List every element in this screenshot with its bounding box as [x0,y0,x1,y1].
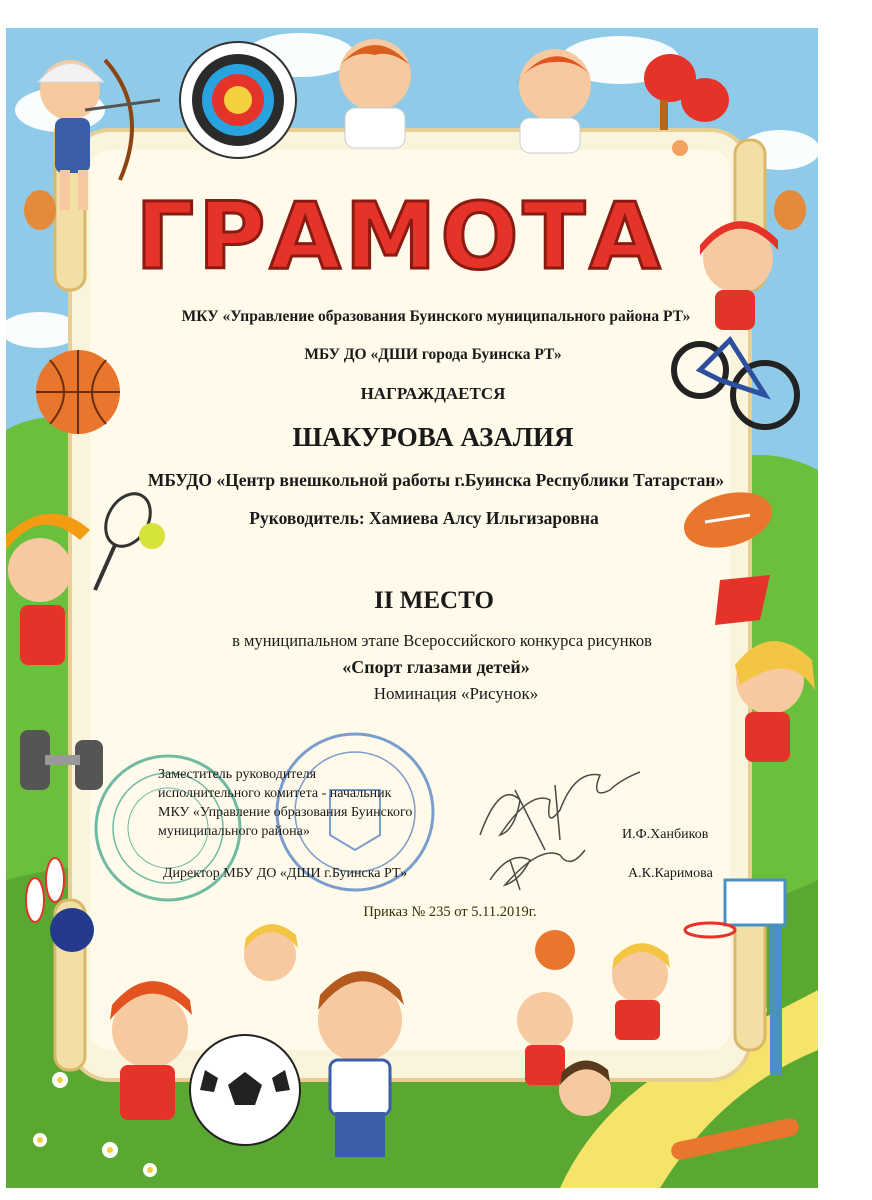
target-icon [180,42,296,158]
signer1-title-line: МКУ «Управление образования Буинского [158,805,413,820]
supervisor: Руководитель: Хамиева Алсу Ильгизаровна [249,508,599,528]
signer2-name: А.К.Каримова [628,866,713,881]
recipient-org: МБУДО «Центр внешкольной работы г.Буинска Республики Татарстан» [147,470,725,490]
signer1-name: И.Ф.Ханбиков [622,827,709,842]
place: II МЕСТО [374,587,494,614]
contest-name: «Спорт глазами детей» [342,657,530,677]
signer1-title-line: муниципального района» [158,824,310,839]
org-line-1: МКУ «Управление образования Буинского муниципального района РТ» [181,308,691,325]
awarded-label: НАГРАЖДАЕТСЯ [360,384,506,403]
order-line: Приказ № 235 от 5.11.2019г. [363,904,537,920]
soccer-ball-icon [190,1035,300,1145]
signer2-title: Директор МБУ ДО «ДШИ г.Буинска РТ» [163,866,408,881]
nomination: Номинация «Рисунок» [373,684,539,703]
signer1-title [158,765,412,841]
signer1-title-line: исполнительного комитета - начальник [158,786,392,801]
recipient-name: ШАКУРОВА АЗАЛИЯ [292,422,574,452]
org-line-2: МБУ ДО «ДШИ города Буинска РТ» [304,346,562,363]
svg-text:ГРАМОТА: ГРАМОТА [135,183,665,290]
signer1-title-line: Заместитель руководителя [158,767,317,782]
event-line: в муниципальном этапе Всероссийского конкурса рисунков [232,631,652,650]
